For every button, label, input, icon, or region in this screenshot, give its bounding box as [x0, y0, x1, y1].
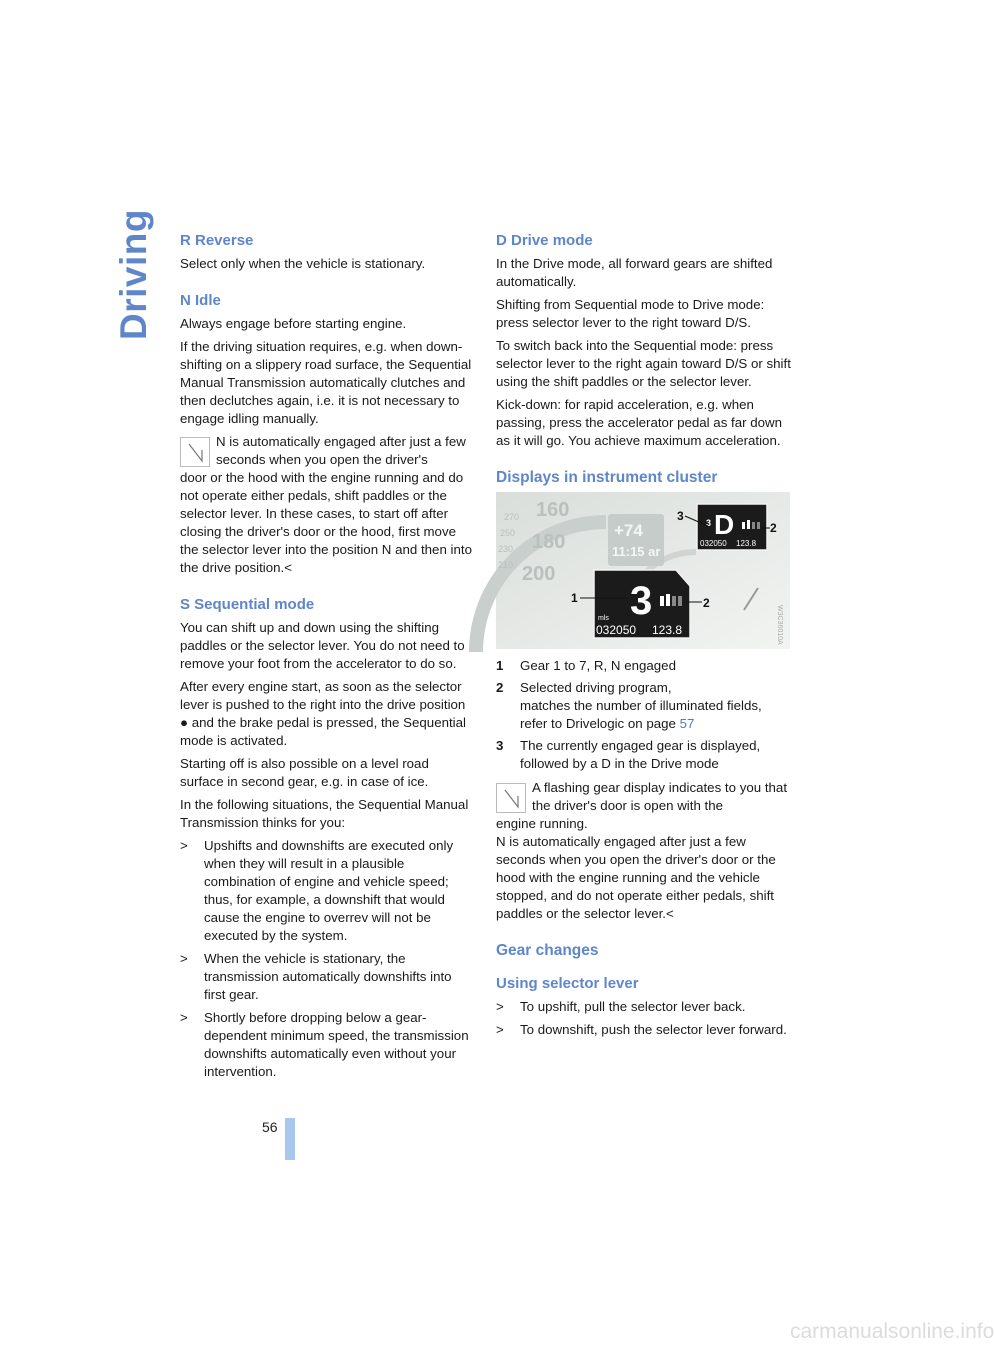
watermark: carmanualsonline.info [790, 1320, 994, 1343]
chapter-side-title: Driving [113, 209, 154, 340]
idle-note-first: N is automatically engaged after just a few seconds when you open the driver's [216, 434, 466, 467]
list-item: > Upshifts and downshifts are executed only when they will result in a plausible combination of engine and vehicle speed; thus, for example, a downshift that would cause the engine to overrev will not be executed by the system. [180, 838, 454, 943]
svg-text:230: 230 [498, 544, 514, 554]
sequential-text-2: After every engine start, as soon as the selector lever is pushed to the right into the drive position ● and the brake pedal is pressed, the Sequential mode is activated. [180, 679, 466, 748]
page-number: 56 [262, 1119, 278, 1135]
svg-text:+74: +74 [614, 521, 643, 540]
svg-text:123.8: 123.8 [736, 539, 757, 548]
gear-changes-heading: Gear changes [496, 942, 599, 959]
idle-heading: N Idle [180, 292, 221, 309]
display-note-rest: engine running. [496, 816, 588, 831]
svg-text:2: 2 [770, 521, 777, 535]
figure-code: W3C36010A [776, 605, 783, 645]
sequential-text-3: Starting off is also possible on a level road surface in second gear, e.g. in case of ice. [180, 756, 429, 789]
svg-text:180: 180 [532, 531, 566, 553]
list-item: 2 Selected driving program, matches the number of illuminated fields, refer to Drivelogic on page 57 [496, 680, 762, 731]
list-item: > Shortly before dropping below a gear-dependent minimum speed, the transmission downshifts automatically even without your intervention. [180, 1010, 469, 1079]
list-item: 1 Gear 1 to 7, R, N engaged [496, 658, 676, 673]
svg-text:200: 200 [522, 563, 556, 585]
display-note-text-2: N is automatically engaged after just a few seconds when you open the driver's door or the hood with the engine running and the vehicle stopped, and do not operate either pedals, shift paddles or the selector lever.< [496, 834, 776, 921]
svg-text:123.8: 123.8 [652, 623, 683, 637]
idle-note [180, 433, 472, 577]
note-arrow-icon [496, 783, 526, 813]
svg-text:mls: mls [598, 615, 609, 622]
list-item: 3 The currently engaged gear is displayed, followed by a D in the Drive mode [496, 738, 761, 771]
svg-text:210: 210 [498, 560, 514, 570]
svg-text:250: 250 [500, 528, 516, 538]
display-note [496, 779, 792, 923]
svg-text:032050: 032050 [700, 539, 727, 548]
page-link[interactable]: 57 [679, 716, 695, 731]
drive-text-3: To switch back into the Sequential mode: press selector lever to the right again toward D/S or shift using the shift paddles or the selector lever. [496, 338, 791, 389]
right-column [496, 232, 792, 1044]
svg-text:3: 3 [630, 579, 653, 623]
list-item: > To upshift, pull the selector lever back. [496, 999, 746, 1014]
display-note-first: A flashing gear display indicates to you that the driver's door is open with the [532, 780, 788, 813]
note-arrow-icon [180, 437, 210, 467]
drive-text-4: Kick-down: for rapid acceleration, e.g. when passing, press the accelerator pedal as far down as it will go. You achieve maximum acceleration. [496, 397, 783, 448]
idle-text-2: If the driving situation requires, e.g. when down-shifting on a slippery road surface, the Sequential Manual Transmission automatically clutches and then declutches again, i.e. it is not necessary to engage idling manually. [180, 339, 472, 426]
svg-text:160: 160 [536, 499, 570, 521]
drive-text-1: In the Drive mode, all forward gears are shifted automatically. [496, 256, 773, 289]
sequential-text-4: In the following situations, the Sequential Manual Transmission thinks for you: [180, 797, 469, 830]
selector-lever-heading: Using selector lever [496, 975, 639, 992]
list-item: > To downshift, push the selector lever forward. [496, 1022, 787, 1037]
sequential-text-1: You can shift up and down using the shifting paddles or the selector lever. You do not need to remove your foot from the accelerator to do so. [180, 620, 465, 671]
left-column [180, 232, 472, 1086]
drive-heading: D Drive mode [496, 232, 593, 249]
svg-text:D: D [714, 509, 735, 540]
displays-heading: Displays in instrument cluster [496, 469, 718, 486]
drive-text-2: Shifting from Sequential mode to Drive mode: press selector lever to the right toward D/S. [496, 297, 765, 330]
instrument-cluster-illustration [496, 492, 790, 649]
svg-text:3: 3 [677, 509, 684, 523]
svg-text:3: 3 [706, 518, 712, 528]
sequential-heading: S Sequential mode [180, 596, 315, 613]
reverse-heading: R Reverse [180, 232, 254, 249]
svg-text:032050: 032050 [596, 623, 637, 637]
instrument-cluster-figure [496, 492, 790, 649]
page-number-bar [285, 1118, 295, 1160]
list-item: > When the vehicle is stationary, the transmission automatically downshifts into first gear. [180, 951, 452, 1002]
svg-text:1: 1 [571, 591, 578, 605]
reverse-text: Select only when the vehicle is stationary. [180, 256, 426, 271]
svg-text:2: 2 [703, 596, 710, 610]
svg-text:11:15 ar: 11:15 ar [612, 544, 661, 559]
idle-text-1: Always engage before starting engine. [180, 316, 407, 331]
idle-note-rest: door or the hood with the engine running and do not operate either pedals, shift paddles or the selector lever. In these cases, to start off after closing the driver's door or the hood, first move the selector lever into the position N and then into the drive position.< [180, 470, 472, 575]
svg-text:270: 270 [504, 512, 520, 522]
